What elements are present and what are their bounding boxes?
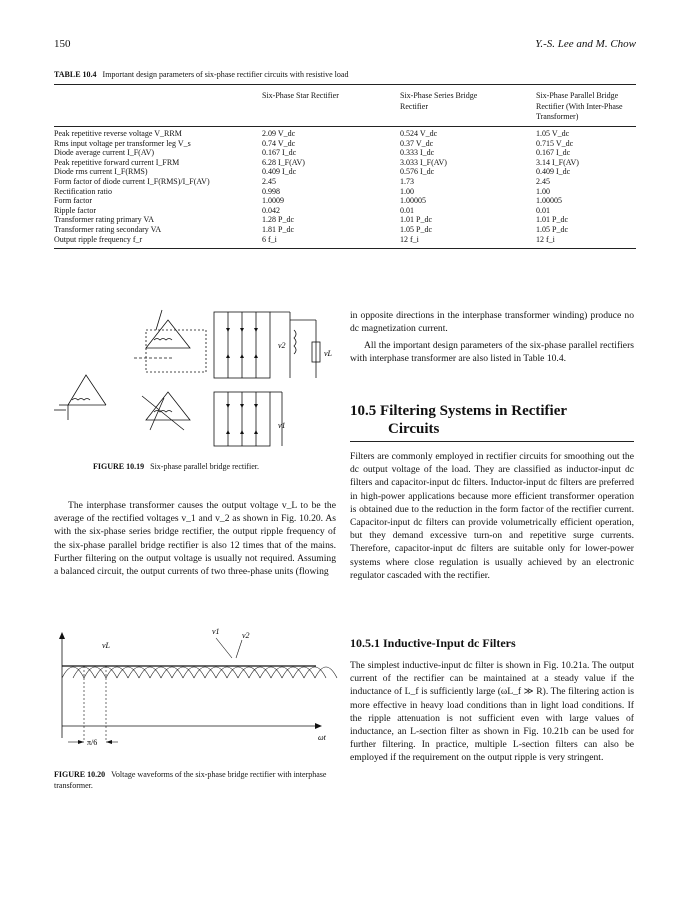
subsection-heading: 10.5.1 Inductive-Input dc Filters xyxy=(350,636,516,650)
fig20-wt-label: ωt xyxy=(318,733,326,742)
table-row: Peak repetitive reverse voltage V_RRM 2.09 V_dc 0.524 V_dc 1.05 V_dc xyxy=(54,129,570,138)
table-header-rule xyxy=(54,126,636,127)
table-row: Rms input voltage per transformer leg V_s 0.74 V_dc 0.37 V_dc 0.715 V_dc xyxy=(54,138,574,148)
fig20-vl-label: vL xyxy=(102,641,110,650)
subsection-paragraph: The simplest inductive-input dc filter is shown in Fig. 10.21a. The output current of the rectifier can be maintained at a steady value if the inductance of L_f is sufficiently large (ωL_f ≫ R). The filtering action is more effective in heavy load conditions than in light load conditions. If the ripple attenuation is not sufficient even with large values of inductance, an L-section filter as shown in Fig. 10.21b can be used for further filtering. In practice, multiple L-section filters can also be employed if the requirement on the output ripple is very stringent. xyxy=(350,660,634,764)
running-head: Y.-S. Lee and M. Chow xyxy=(535,38,636,50)
table-row: Ripple factor 0.042 0.01 0.01 xyxy=(54,205,550,215)
col-header-series: Six-Phase Series Bridge Rectifier xyxy=(400,91,478,111)
fig-10-20-caption: FIGURE 10.20 Voltage waveforms of the six-phase bridge rectifier with interphase transformer. xyxy=(54,770,327,790)
table-row: Peak repetitive forward current I_FRM 6.28 I_F(AV) 3.033 I_F(AV) 3.14 I_F(AV) xyxy=(54,157,579,167)
fig-10-20-waveform xyxy=(54,626,344,768)
table-row: Rectification ratio 0.998 1.00 1.00 xyxy=(54,186,550,196)
col-header-star: Six-Phase Star Rectifier xyxy=(262,91,339,100)
table-row: Form factor of diode current I_F(RMS)/I_F(AV) 2.45 1.73 2.45 xyxy=(54,176,550,186)
fig20-v2-label: v2 xyxy=(242,631,250,640)
fig19-vl-label: vL xyxy=(324,349,332,358)
table-caption xyxy=(54,70,348,79)
table-top-rule xyxy=(54,84,636,85)
fig19-v1-label: v1 xyxy=(278,421,286,430)
fig-10-19-circuit xyxy=(54,300,344,460)
table-row: Output ripple frequency f_r 6 f_i 12 f_i 12 f_i xyxy=(54,234,555,244)
table-row: Form factor 1.0009 1.00005 1.00005 xyxy=(54,196,562,206)
right-paragraph-2: All the important design parameters of the six-phase parallel rectifiers with interphase transformer are also listed in Table 10.4. xyxy=(350,340,634,365)
left-paragraph: The interphase transformer causes the output voltage v_L to be the average of the rectified voltages v_1 and v_2 as shown in Fig. 10.20. As with the six-phase series bridge rectifier, the output ripple frequency of the six-phase parallel bridge rectifier is also 12 times that of the mains. Further filtering on the output voltage is usually not required. Assuming a balanced circuit, the output currents of two three-phase units (flowing xyxy=(54,500,336,578)
secondary-delta-lower xyxy=(146,392,190,420)
table-row: Diode average current I_F(AV) 0.167 I_dc 0.333 I_dc 0.167 I_dc xyxy=(54,148,571,158)
section-rule xyxy=(350,441,634,442)
table-bottom-rule xyxy=(54,248,636,249)
table-title: Important design parameters of six-phase rectifier circuits with resistive load xyxy=(102,70,349,79)
fig20-pi6-label: π/6 xyxy=(87,738,98,747)
section-heading: 10.5 Filtering Systems in Rectifier Circuits xyxy=(350,403,568,437)
fig19-v2-label: v2 xyxy=(278,341,286,350)
primary-delta xyxy=(68,375,106,405)
section-paragraph: Filters are commonly employed in rectifier circuits for smoothing out the dc output voltage of the load. They are classified as inductor-input dc filters and capacitor-input dc filters. Inductor-input dc filters are preferred in high-power applications because more efficient transformer operation is obtained due to the reduction in the form factor of the rectifier current. Capacitor-input dc filters can provide volumetrically efficient operation, but they demand excessive turn-on and repetitive surge currents. Therefore, capacitor-input dc filters are suitable only for lower-power systems where close regulation is usually achieved by an electronic regulator cascaded with the rectifier. xyxy=(350,451,634,581)
table-row: Diode rms current I_F(RMS) 0.409 I_dc 0.576 I_dc 0.409 I_dc xyxy=(54,167,571,177)
fig-10-19-caption: FIGURE 10.19 Six-phase parallel bridge rectifier. xyxy=(93,462,259,471)
secondary-delta-upper xyxy=(146,320,190,348)
right-paragraph-1: in opposite directions in the interphase transformer winding) produce no dc magnetization current. xyxy=(350,310,634,335)
parameter-table xyxy=(54,129,636,244)
table-row: Transformer rating primary VA 1.28 P_dc 1.01 P_dc 1.01 P_dc xyxy=(54,215,568,225)
table-row: Transformer rating secondary VA 1.81 P_dc 1.05 P_dc 1.05 P_dc xyxy=(54,224,568,234)
page-number: 150 xyxy=(54,38,71,50)
fig20-v1-label: v1 xyxy=(212,627,220,636)
col-header-parallel: Six-Phase Parallel Bridge Rectifier (With Inter-Phase Transformer) xyxy=(536,91,623,121)
table-label: TABLE 10.4 xyxy=(54,70,97,79)
